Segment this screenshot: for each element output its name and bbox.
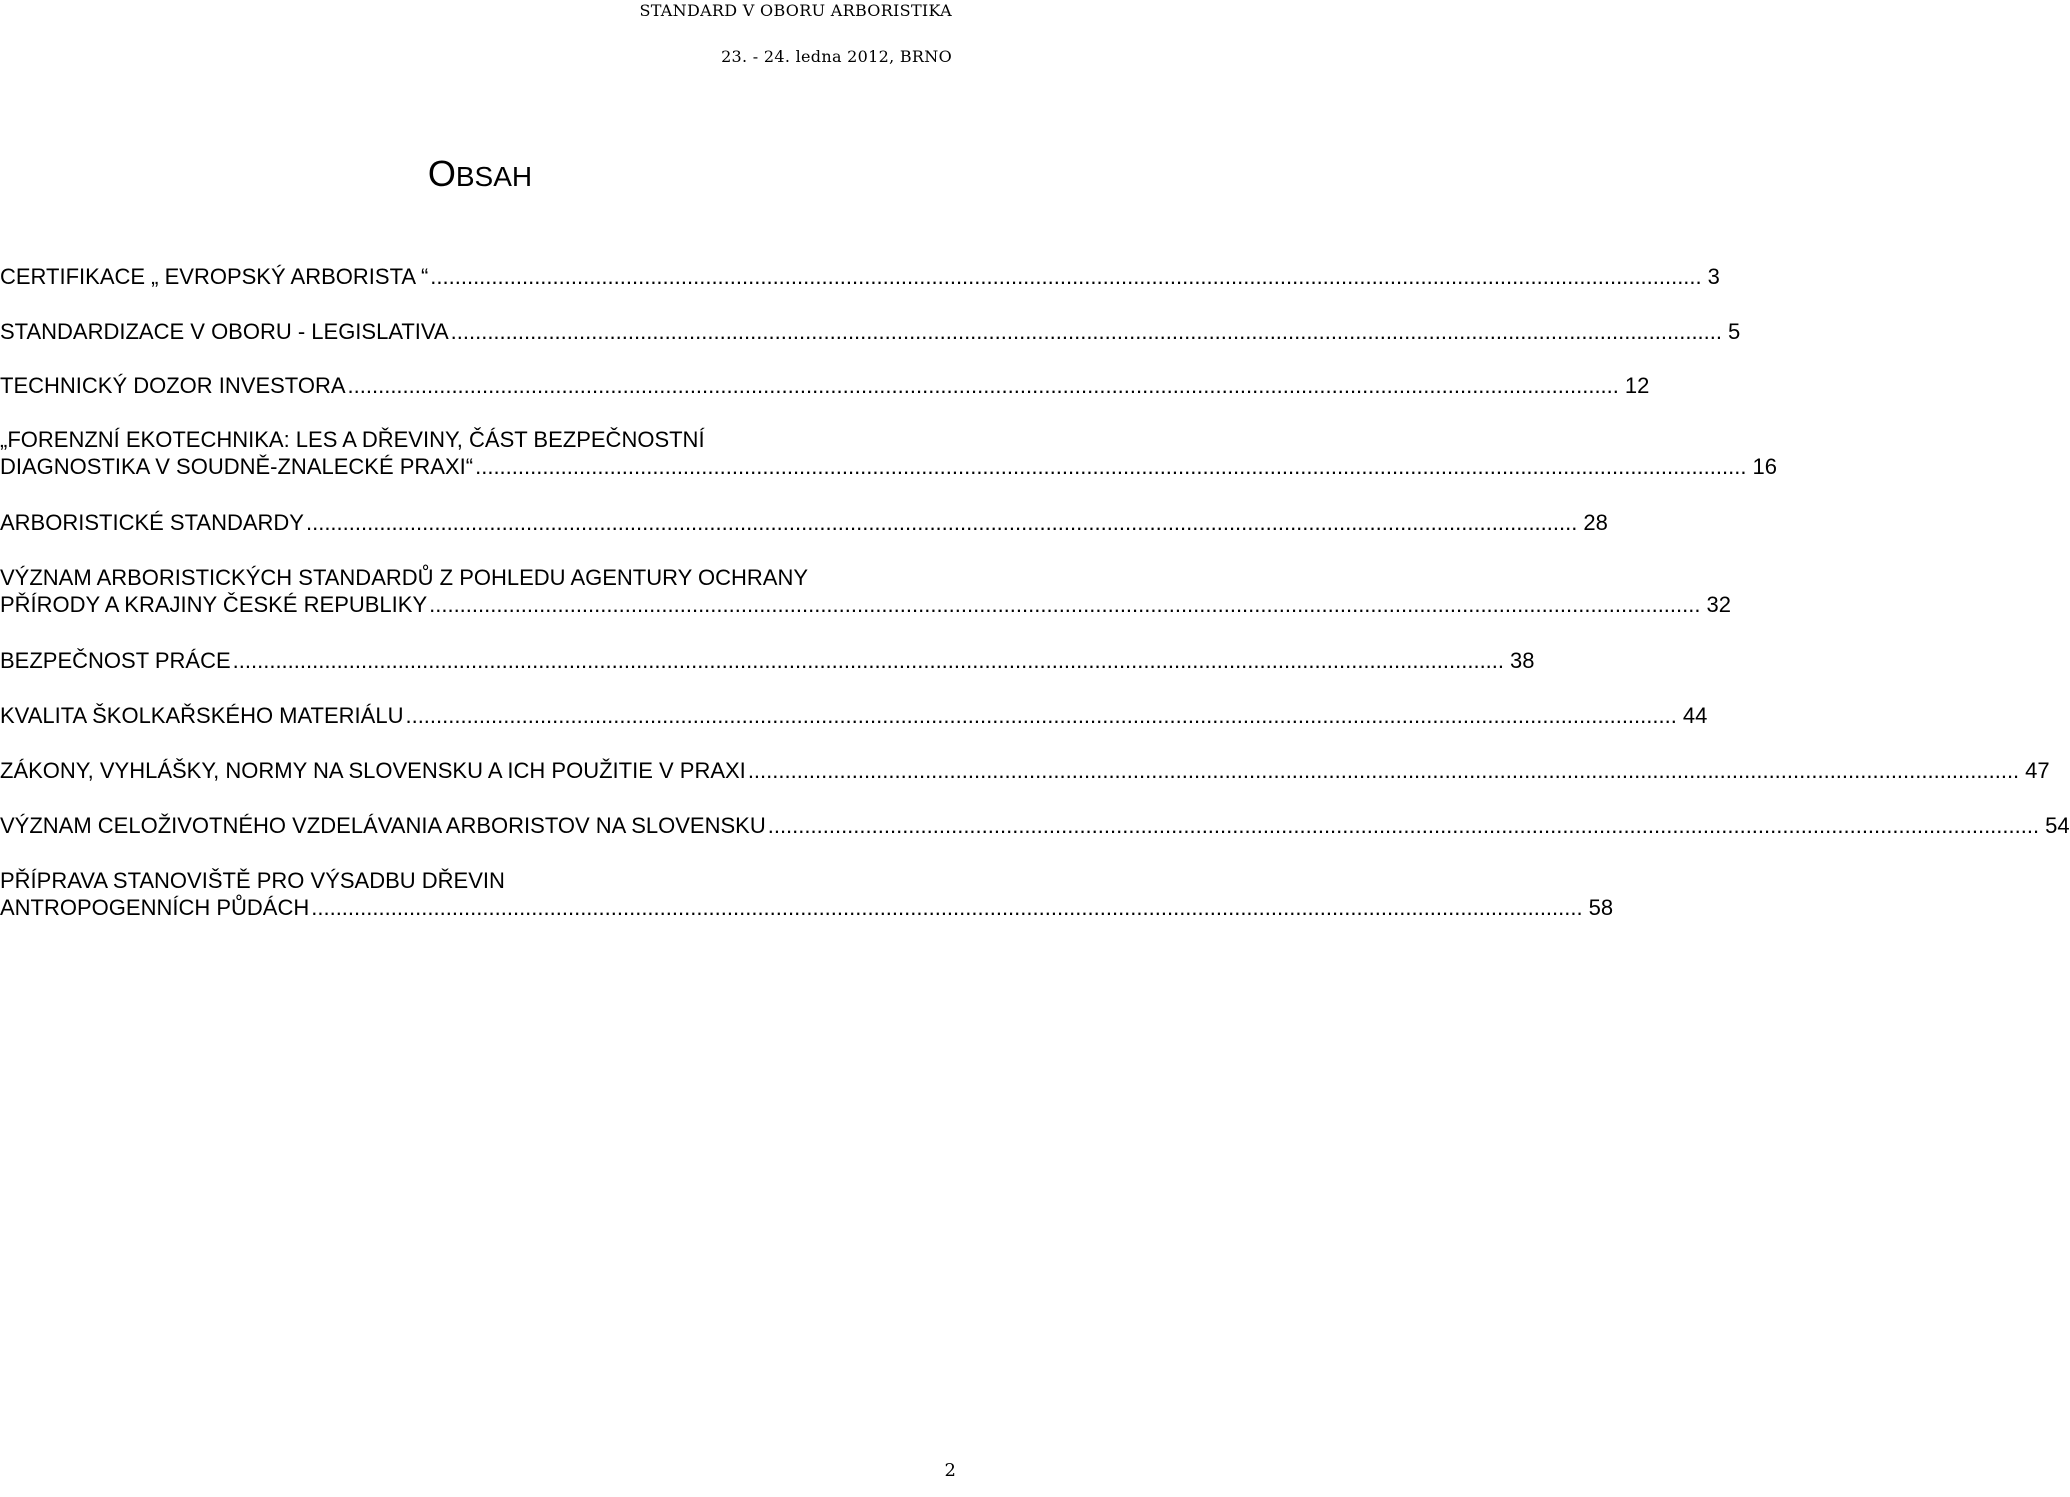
- toc-entry[interactable]: [0, 702, 1708, 729]
- toc-entry-title: STANDARDIZACE V OBORU - LEGISLATIVA: [0, 319, 449, 344]
- toc-entry-page: 32: [1706, 592, 1731, 617]
- toc-entry-title: VÝZNAM ARBORISTICKÝCH STANDARDŮ Z POHLEDU AGENTURY OCHRANY: [0, 565, 809, 590]
- toc-entry-title: TECHNICKÝ DOZOR INVESTORA: [0, 373, 346, 398]
- toc-entry[interactable]: [0, 372, 1650, 399]
- toc-entry[interactable]: [0, 564, 1731, 618]
- toc-dot-leader: ................................................................................................................................................................................................................: [232, 648, 1505, 673]
- toc-entry-page: 47: [2025, 758, 2050, 783]
- toc-entry[interactable]: [0, 426, 1777, 480]
- page-title: [0, 152, 960, 199]
- toc-entry[interactable]: [0, 812, 2070, 839]
- toc-entry[interactable]: [0, 757, 2050, 784]
- toc-dot-leader: ................................................................................................................................................................................................................: [429, 592, 1701, 617]
- toc-entry-page: 44: [1682, 703, 1708, 728]
- toc-dot-leader: ................................................................................................................................................................................................................: [405, 703, 1677, 728]
- toc-entry-page: 12: [1624, 373, 1650, 398]
- toc-entry-page: 38: [1510, 648, 1535, 673]
- header-title: STANDARD V OBORU ARBORISTIKA: [639, 1, 952, 20]
- toc-entry-page: 54: [2045, 813, 2070, 838]
- toc-entry-title: KVALITA ŠKOLKAŘSKÉHO MATERIÁLU: [0, 703, 404, 728]
- page-title-initial: O: [427, 153, 456, 194]
- toc-entry-page: 58: [1588, 895, 1614, 920]
- toc-dot-leader: ................................................................................................................................................................................................................: [305, 510, 1578, 535]
- toc-entry-title-continued: ANTROPOGENNÍCH PŮDÁCH: [0, 895, 310, 920]
- toc-entry-page: 5: [1728, 319, 1741, 344]
- toc-entry[interactable]: [0, 318, 1741, 345]
- toc-entry-page: 28: [1583, 510, 1608, 535]
- toc-entry-title: BEZPEČNOST PRÁCE: [0, 648, 231, 673]
- toc-dot-leader: ................................................................................................................................................................................................................: [430, 264, 1702, 289]
- page-number: 2: [944, 1460, 956, 1481]
- toc-entry-title: „FORENZNÍ EKOTECHNIKA: LES A DŘEVINY, ČÁST BEZPEČNOSTNÍ: [0, 427, 705, 452]
- toc-entry-title-continued: PŘÍRODY A KRAJINY ČESKÉ REPUBLIKY: [0, 592, 428, 617]
- toc-entry[interactable]: [0, 509, 1608, 536]
- page-title-rest: BSAH: [455, 161, 533, 192]
- toc-entry-page: 3: [1707, 264, 1720, 289]
- toc-dot-leader: ................................................................................................................................................................................................................: [475, 454, 1747, 479]
- toc-entry-title: PŘÍPRAVA STANOVIŠTĚ PRO VÝSADBU DŘEVIN: [0, 868, 505, 893]
- header-date-location: 23. - 24. ledna 2012, BRNO: [721, 47, 952, 66]
- toc-dot-leader: ................................................................................................................................................................................................................: [747, 758, 2020, 783]
- toc-dot-leader: ................................................................................................................................................................................................................: [311, 895, 1583, 920]
- toc-entry[interactable]: [0, 647, 1535, 674]
- toc-dot-leader: ................................................................................................................................................................................................................: [450, 319, 1722, 344]
- toc-entry-title: ARBORISTICKÉ STANDARDY: [0, 510, 304, 535]
- toc-entry-title: CERTIFIKACE „ EVROPSKÝ ARBORISTA “: [0, 264, 429, 289]
- toc-entry-title: VÝZNAM CELOŽIVOTNÉHO VZDELÁVANIA ARBORISTOV NA SLOVENSKU: [0, 813, 766, 838]
- toc-entry-title-continued: DIAGNOSTIKA V SOUDNĚ-ZNALECKÉ PRAXI“: [0, 454, 474, 479]
- toc-dot-leader: ................................................................................................................................................................................................................: [347, 373, 1619, 398]
- toc-entry[interactable]: [0, 867, 1614, 921]
- toc-entry-title: ZÁKONY, VYHLÁŠKY, NORMY NA SLOVENSKU A ICH POUŽITIE V PRAXI: [0, 758, 746, 783]
- toc-dot-leader: ................................................................................................................................................................................................................: [767, 813, 2040, 838]
- toc-entry[interactable]: [0, 263, 1720, 290]
- toc-entry-page: 16: [1752, 454, 1777, 479]
